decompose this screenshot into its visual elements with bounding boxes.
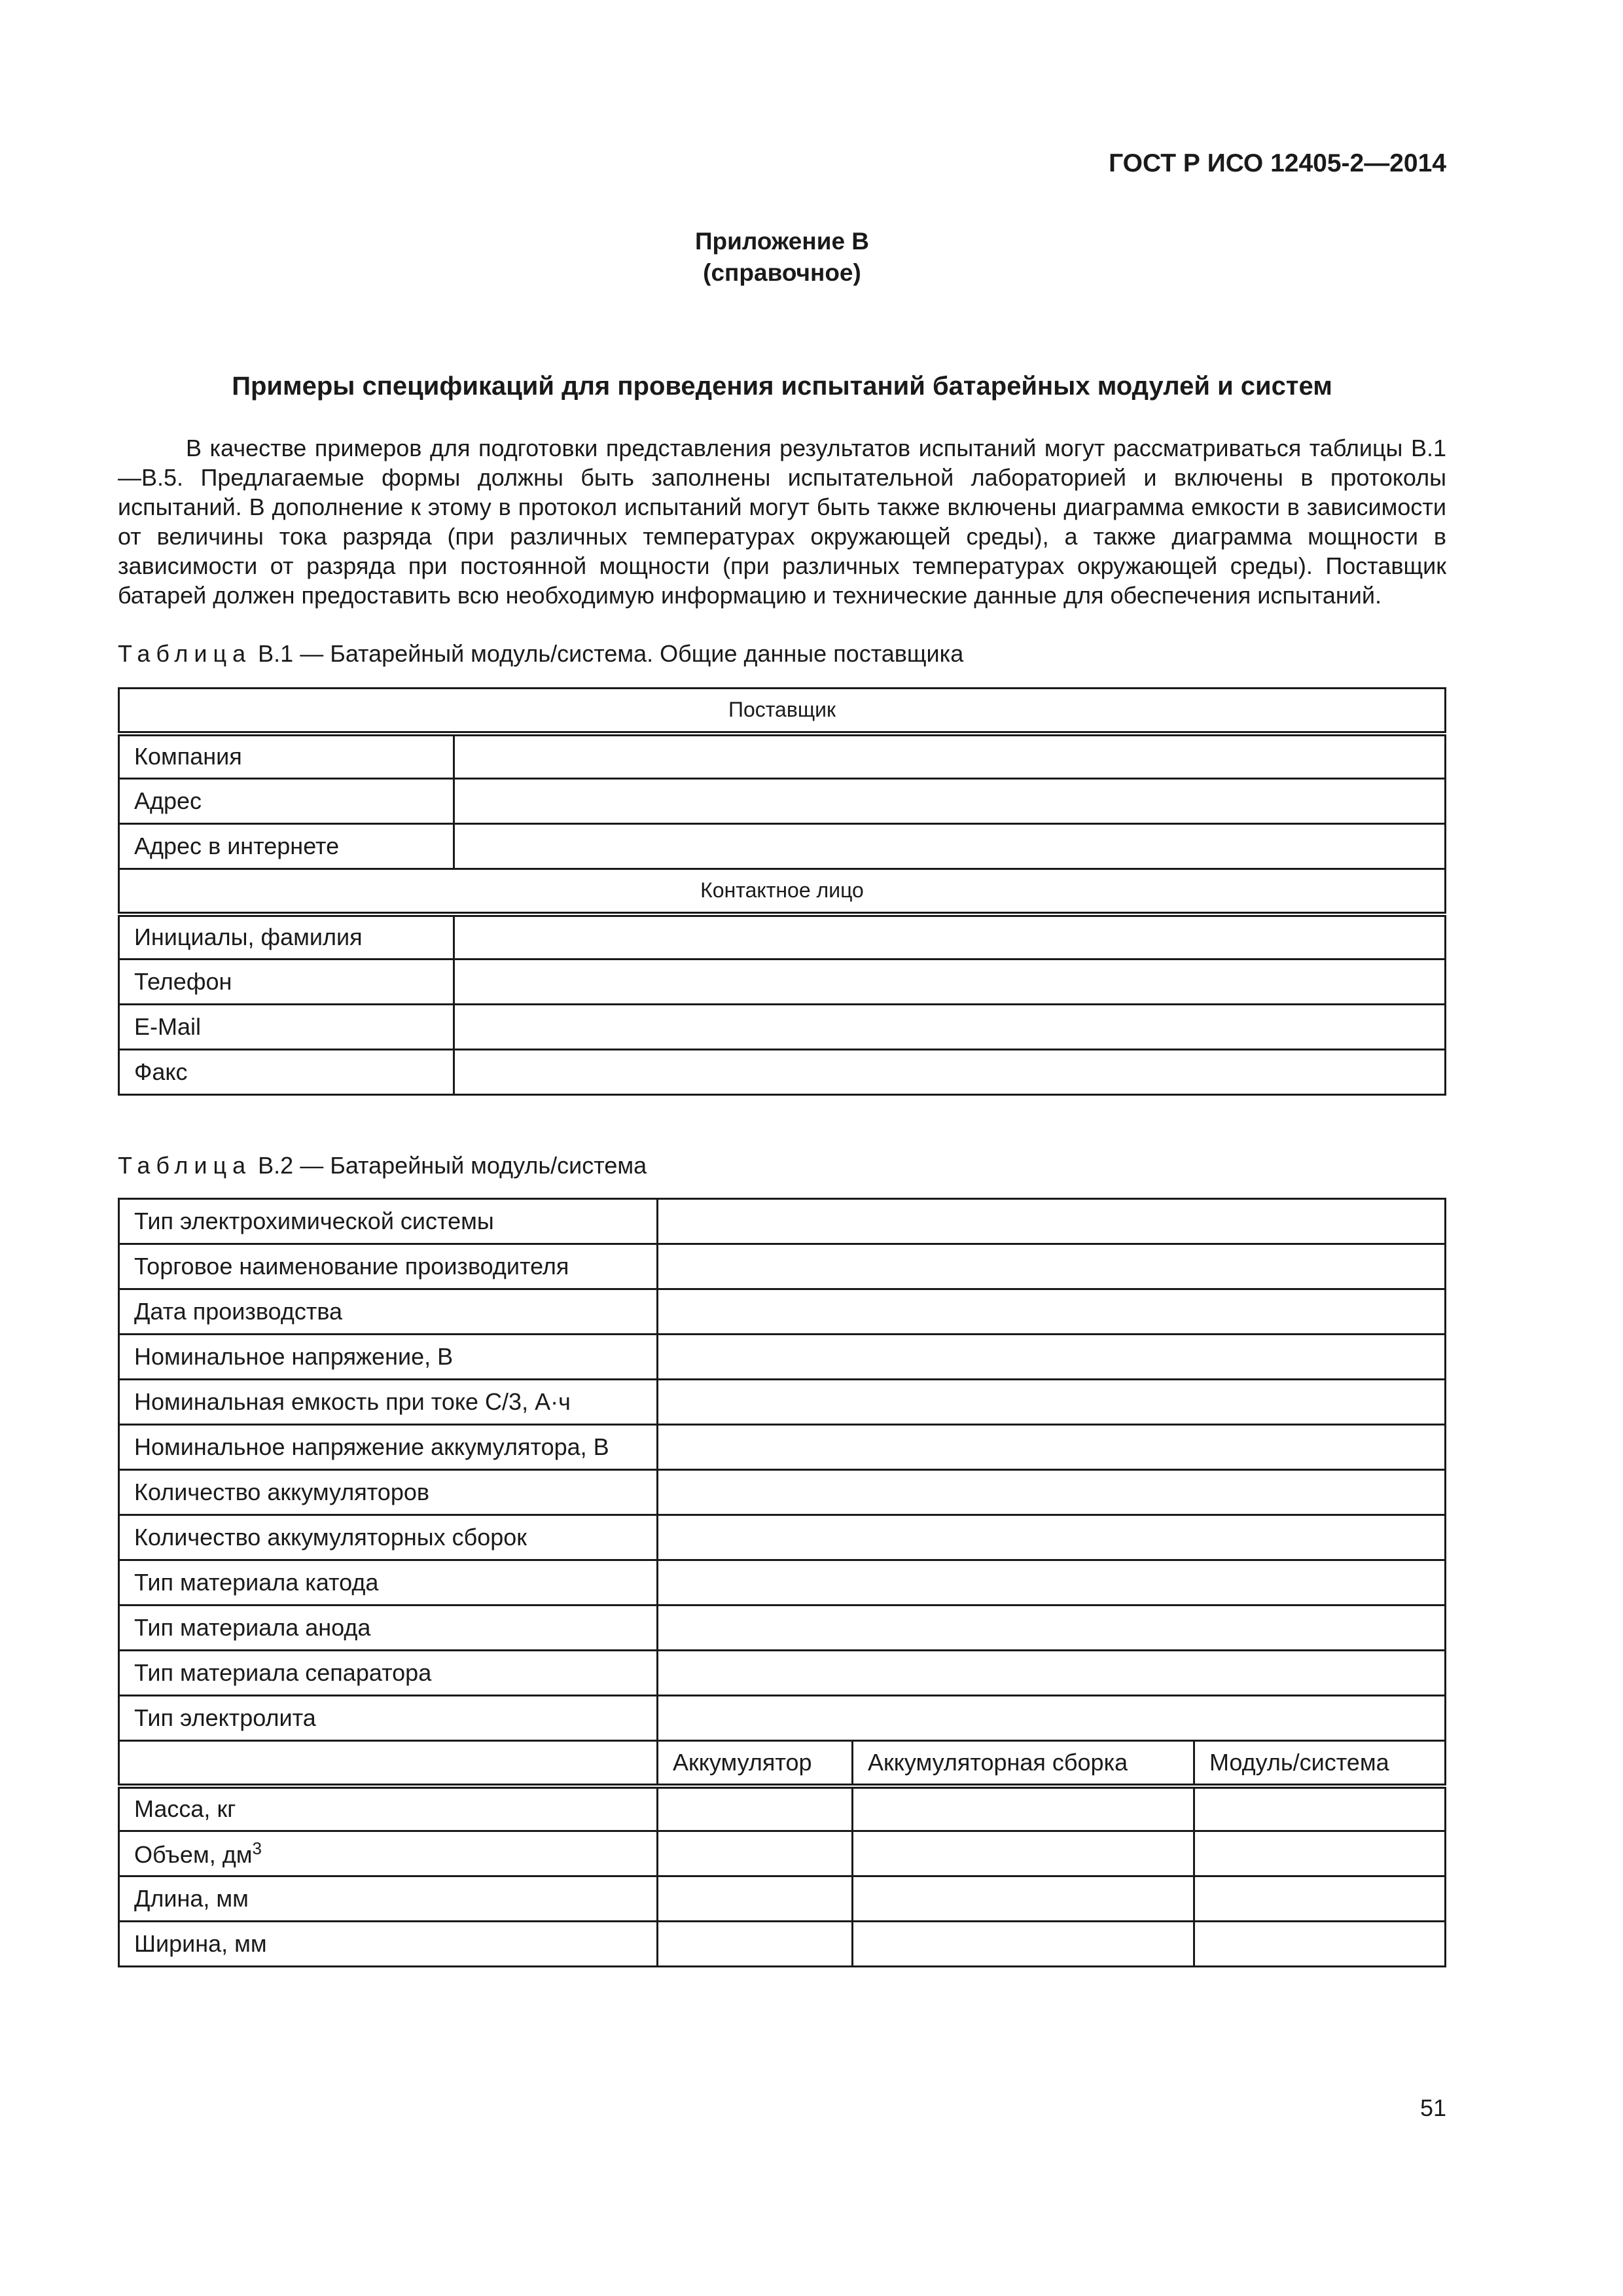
table-row [119, 1560, 1446, 1605]
value-field[interactable] [658, 1515, 1446, 1560]
column-header-cell: Аккумулятор [658, 1741, 853, 1786]
row-label: Дата производства [119, 1289, 658, 1335]
table-row [119, 960, 1446, 1005]
table-row [119, 1005, 1446, 1050]
intro-text: В качестве примеров для подготовки представления результатов испытаний могут рассматриваться таблицы В.1—В.5. Предлагаемые формы должны быть заполнены испытательной лабораторией и включены в протоколы испытаний. В дополнение к этому в протокол испытаний могут быть также включены диаграмма емкости в зависимости от величины тока разряда (при различных температурах окружающей среды), а также диаграмма мощности в зависимости от разряда при постоянной мощности (при различных температурах окружающей среды). Поставщик батарей должен предоставить всю необходимую информацию и технические данные для обеспечения испытаний. [118, 435, 1446, 609]
value-field[interactable] [658, 1831, 853, 1876]
supplier-header: Поставщик [119, 689, 1446, 734]
appendix-subtitle: (справочное) [703, 259, 861, 286]
value-field[interactable] [1194, 1831, 1446, 1876]
value-field[interactable] [853, 1922, 1194, 1967]
table-row [119, 1696, 1446, 1741]
row-label: Тип материала анода [119, 1605, 658, 1651]
table-row [119, 1786, 1446, 1831]
company-field[interactable] [454, 734, 1446, 779]
value-field[interactable] [1194, 1786, 1446, 1831]
page-number: 51 [1419, 2094, 1446, 2121]
value-field[interactable] [658, 1289, 1446, 1335]
appendix-heading [0, 226, 1564, 289]
contact-name-field[interactable] [454, 914, 1446, 960]
value-field[interactable] [853, 1876, 1194, 1922]
row-label: Тип электрохимической системы [119, 1199, 658, 1244]
value-field[interactable] [658, 1470, 1446, 1515]
row-label: E-Mail [119, 1005, 454, 1050]
email-field[interactable] [454, 1005, 1446, 1050]
contact-person-header: Контактное лицо [119, 869, 1446, 914]
row-label: Тип материала сепаратора [119, 1651, 658, 1696]
table-row [119, 1289, 1446, 1335]
table-row [119, 914, 1446, 960]
row-label: Факс [119, 1050, 454, 1095]
intro-paragraph [118, 433, 1446, 610]
supplier-table [118, 687, 1446, 1096]
phone-field[interactable] [454, 960, 1446, 1005]
value-field[interactable] [1194, 1922, 1446, 1967]
value-field[interactable] [658, 1876, 853, 1922]
table-row [119, 1244, 1446, 1289]
value-field[interactable] [658, 1335, 1446, 1380]
row-label: Номинальное напряжение аккумулятора, В [119, 1425, 658, 1470]
value-field[interactable] [658, 1244, 1446, 1289]
table-row [119, 1605, 1446, 1651]
value-field[interactable] [658, 1199, 1446, 1244]
table-row [119, 1831, 1446, 1876]
volume-label: Объем, дм [134, 1841, 253, 1868]
table-row [119, 779, 1446, 824]
row-label: Масса, кг [119, 1786, 658, 1831]
row-label: Компания [119, 734, 454, 779]
battery-module-table [118, 1198, 1446, 1967]
table-row [119, 1380, 1446, 1425]
value-field[interactable] [658, 1651, 1446, 1696]
table-row [119, 1425, 1446, 1470]
value-field[interactable] [658, 1786, 853, 1831]
value-field[interactable] [658, 1425, 1446, 1470]
row-label: Номинальное напряжение, В [119, 1335, 658, 1380]
row-label: Количество аккумуляторов [119, 1470, 658, 1515]
table2-caption [118, 1152, 647, 1179]
table-row [119, 824, 1446, 869]
row-label: Количество аккумуляторных сборок [119, 1515, 658, 1560]
value-field[interactable] [658, 1605, 1446, 1651]
row-label: Телефон [119, 960, 454, 1005]
column-header-module-assembly: Аккумуляторная сборка [853, 1741, 1194, 1786]
volume-exponent: 3 [252, 1839, 262, 1858]
row-label: Торговое наименование производителя [119, 1244, 658, 1289]
table1-caption-prefix: Таблица [118, 640, 252, 667]
table-row [119, 1050, 1446, 1095]
row-label: Номинальная емкость при токе С/3, А·ч [119, 1380, 658, 1425]
table-row [119, 1335, 1446, 1380]
value-field[interactable] [853, 1831, 1194, 1876]
fax-field[interactable] [454, 1050, 1446, 1095]
row-label: Адрес [119, 779, 454, 824]
table2-caption-text: В.2 — Батарейный модуль/система [251, 1152, 647, 1179]
appendix-title: Приложение В [694, 228, 870, 255]
column-header-row [119, 1741, 1446, 1786]
table-row [119, 1876, 1446, 1922]
website-field[interactable] [454, 824, 1446, 869]
table-row [119, 1651, 1446, 1696]
value-field[interactable] [658, 1560, 1446, 1605]
table-row [119, 1470, 1446, 1515]
table2-caption-prefix: Таблица [118, 1152, 252, 1179]
value-field[interactable] [1194, 1876, 1446, 1922]
column-header-module-system: Модуль/система [1194, 1741, 1446, 1786]
row-label [119, 1831, 658, 1876]
table-row [119, 1922, 1446, 1967]
section-title: Примеры спецификаций для проведения испытаний батарейных модулей и систем [232, 372, 1332, 401]
table-row [119, 1515, 1446, 1560]
address-field[interactable] [454, 779, 1446, 824]
document-code: ГОСТ Р ИСО 12405-2—2014 [1109, 149, 1446, 177]
row-label: Адрес в интернете [119, 824, 454, 869]
value-field[interactable] [658, 1922, 853, 1967]
value-field[interactable] [658, 1696, 1446, 1741]
row-label: Инициалы, фамилия [119, 914, 454, 960]
value-field[interactable] [853, 1786, 1194, 1831]
table-row [119, 734, 1446, 779]
row-label: Длина, мм [119, 1876, 658, 1922]
table1-caption [118, 640, 963, 668]
value-field[interactable] [658, 1380, 1446, 1425]
row-label: Тип электролита [119, 1696, 658, 1741]
empty-header-cell [119, 1741, 658, 1786]
row-label: Тип материала катода [119, 1560, 658, 1605]
table1-caption-text: В.1 — Батарейный модуль/система. Общие данные поставщика [251, 640, 964, 667]
table-row [119, 1199, 1446, 1244]
row-label: Ширина, мм [119, 1922, 658, 1967]
